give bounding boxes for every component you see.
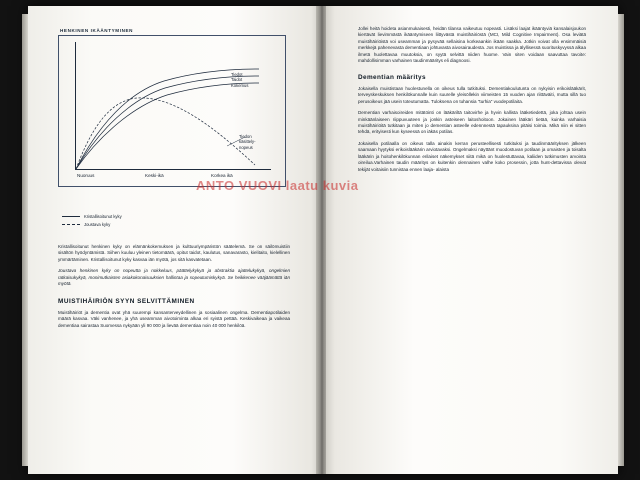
figure-curves	[59, 36, 285, 186]
figure-henkinen-ikaantyminen	[58, 28, 286, 200]
book-spread	[28, 6, 618, 474]
paragraph: Muistihäiriöt ja dementia ovat yhä suurempi kansanterveydellinen ja sosiaalinen ongelma. Dementiapotilaiden määrä kasvaa. Väki vanhenee, ja yhä useamman aivotoiminta alkaa eri syistä pettää. Keskivaikeaa ja vaikeaa dementiaa sairastaa Suomessa nykyään yli 90 000 ja lievää dementiaa noin 40 000 henkilöä.	[58, 309, 290, 328]
figure-x-tick-0: Nuoruus	[77, 173, 95, 178]
legend-label: Kristallisoitunut kyky	[84, 214, 122, 219]
legend-swatch-solid-icon	[62, 216, 80, 217]
section-heading: MUISTIHÄIRIÖN SYYN SELVITTÄMINEN	[58, 297, 195, 305]
figure-title: HENKINEN IKÄÄNTYMINEN	[60, 28, 134, 33]
figure-legend	[62, 214, 212, 229]
paragraph: Kristallisoitunut henkinen kyky on elämänkokemuksen ja kulttuuriympäristön säätelemä. Se on säilömuistiin sisältön hyödyntämistä. Siihen kuuluu yleinen tietomäärä, opitut taidot, kaulutus, sanavarasto, kielitaito, kielellinen ymmärtäminen. Kristallisoitunut kyky kasvaa iän myötä, jos sitä kasvatetaan.	[58, 244, 290, 262]
watermark: ANTO VUOVI laatu kuvia	[196, 178, 359, 193]
left-page-body	[58, 244, 290, 334]
paragraph: Jokaisella potilaalla on oikeus talla ainakin kerran perusteellisesti tutkituksi ja taudinmäärityksen jälkeen saamaan hyytyksi erikoislääkärin arviotavaksi. Ongelmaksi näyttänt muodostuvan potilaan ja omaisten ja toisalta lääkärin ja hoitohenkilökunnan erilaiset näkemykset siitä mikä on huolestuttavaa, kaliiden tutkimusten arvointa oireilua.Varhainen taudin määritys on kuitenkin olennainen valhe koko prosessin, jotta hunt-dettavissa olevat tekijät voitaisiin tunnistaa ennen laaja- alaista	[358, 140, 586, 172]
legend-item	[62, 214, 212, 219]
paragraph: Jollei heitä hoideta asianmukaisesti, heidän tilansa vaikeutuu nopeasti. Lisäksi laajat ikääntyviä kansalaisjoukon kiertävät lievimmästä ikääntymiseen liittyvästä muistihäiriöstä (MCI, Mild Cognitive Impairment). Osa leviätä muistihäiriöistä voi useamman ja pysyvää sellaisina korkeaankin ikään saakka. Jotkin voivat olla ensimmäisiä merkkejä pahenevasta dementiaan johtuvasta aivosairaudesta. Jos muistissa ja älyllisessä suorituskyvyssä alkaa ilmetä huolettavaa muutoksia, on syytä selvittä niiden huome. Vain siten voidaan saavuttaa tavoite: mahdollisimman varhainen taudinmääritys eli diagnoosi.	[358, 26, 586, 64]
figure-curve-label-1: Taidot	[231, 77, 243, 83]
figure-annotation-line-1: käsittely-	[239, 139, 256, 145]
legend-swatch-dashed-icon	[62, 224, 80, 225]
figure-curve-labels	[231, 72, 248, 88]
legend-label: Joustava kyky	[84, 221, 111, 227]
paragraph: Joustava henkinen kyky on nopeutta ja nokkeluus, päättelykykyä ja abstraktia ajattelukykyä, ongelmien ratkaisukykyä, monimutkaisten asiakokonaisuuksien hallintaa ja sopeutumiskykyä. Se heikkenee vääjäämättä iän myötä.	[58, 268, 290, 287]
paragraph: Jokaisella muististaan huolestunella on oikeus tulla tutkituksi. Dementiakoulutunta on nykyisin erikoislääkärit, terveyskeskuksen henkilökunnalle kuin suurelle yleisöllekin viimeisten 15 vuoden ajan riittäväiti, mutta sillä tuo perusoikeus jää usein toteutumatta. Tuloksena on tuhansia "turhia" vuodepotilaita.	[358, 85, 586, 104]
figure-annotation-processing-speed	[239, 134, 256, 150]
figure-frame	[58, 35, 286, 187]
figure-curve-label-2: Kokemus	[231, 82, 249, 88]
paragraph: Dementian varhaisoireiden mitätöinti on lääkäriltä taitovirhe ja hyvin kallista lääketiedettä, joka johtaa usein minkäänlaiseen riippuvuuteen ja jonkin asteiseen laitoshoitoon. Jokainen lääkäri tietää, kuinka varhaisia muistihäiriöitä tutkitaan ja miten jo dementian asteelle edennnestä tapauksina pitäisi toimia. Mikä niin ei sitten tehdä, erityisesti kun kyseessä on iäkäs potilas.	[358, 110, 586, 135]
right-page-body	[358, 26, 586, 178]
figure-x-tick-2: Korkea ikä	[211, 173, 233, 178]
figure-curve-label-0: Tiedot	[231, 72, 243, 77]
page-edge-right	[618, 14, 624, 466]
right-page	[326, 6, 618, 474]
section-heading: Dementian määritys	[358, 73, 426, 81]
legend-item	[62, 222, 212, 227]
left-page	[28, 6, 320, 474]
figure-annotation-line-0: Tiedon	[239, 134, 252, 139]
figure-annotation-line-2: nopeus	[239, 144, 253, 150]
figure-x-tick-1: Keski-ikä	[145, 173, 164, 178]
